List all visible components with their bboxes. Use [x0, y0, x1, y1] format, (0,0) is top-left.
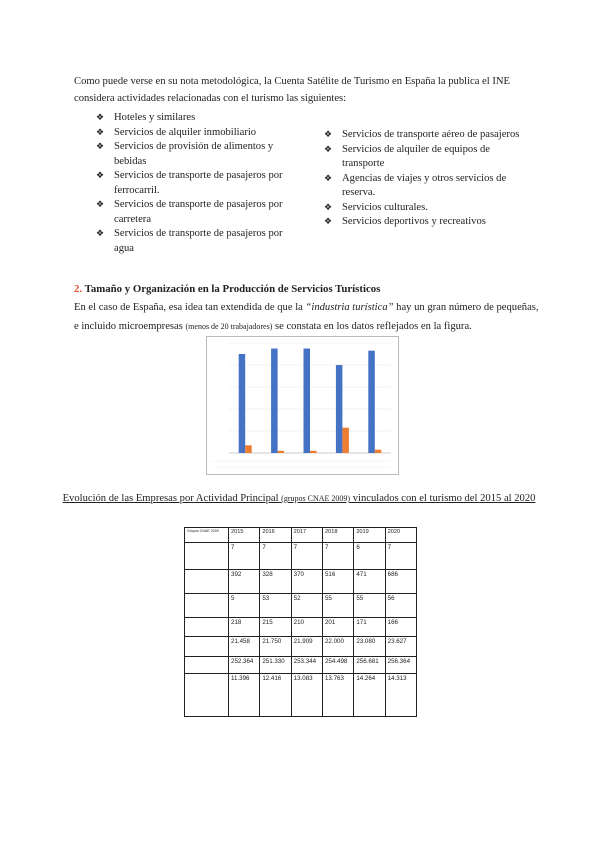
table-cell: 13.763	[322, 674, 353, 717]
section-paragraph	[74, 298, 544, 336]
list-item	[96, 227, 296, 256]
table-row	[185, 570, 417, 594]
table-cell: 21.750	[260, 637, 291, 657]
bar-más-de-20-4	[375, 450, 382, 453]
table-cell: 171	[354, 618, 385, 637]
bullet-icon: ❖	[324, 217, 333, 227]
table-cell: 55	[354, 594, 385, 618]
section-heading	[74, 283, 380, 295]
activity-list-right	[324, 128, 524, 230]
bar-más-de-20-0	[245, 445, 252, 453]
table-cell: 392	[229, 570, 260, 594]
table-cell: 5	[229, 594, 260, 618]
table-cell: 256.681	[354, 657, 385, 674]
bullet-icon: ❖	[324, 130, 333, 140]
table-cell: 215	[260, 618, 291, 637]
row-label-cell	[185, 657, 229, 674]
year-header: 2018	[322, 528, 353, 543]
row-label-cell	[185, 570, 229, 594]
bullet-icon: ❖	[96, 142, 105, 152]
table-cell: 218	[229, 618, 260, 637]
table-row	[185, 674, 417, 717]
table-cell: 7	[291, 543, 322, 570]
chart-svg	[207, 337, 398, 474]
list-item-text: Servicios de transporte de pasajeros por carretera	[114, 199, 283, 225]
table-cell: 14.313	[385, 674, 416, 717]
list-item	[96, 111, 296, 126]
bar-más-de-20-2	[310, 451, 317, 453]
row-label-cell	[185, 543, 229, 570]
para-text-1: En el caso de España, esa idea tan extendida de que la	[74, 302, 306, 313]
table-cell: 7	[229, 543, 260, 570]
list-item-text: Servicios de transporte de pasajeros por agua	[114, 228, 283, 254]
bar-menos-de-20-0	[239, 354, 246, 453]
row-label-cell	[185, 618, 229, 637]
bar-más-de-20-3	[342, 428, 349, 453]
table-cell: 23.627	[385, 637, 416, 657]
table-cell: 52	[291, 594, 322, 618]
table-cell: 56	[385, 594, 416, 618]
table-cell: 686	[385, 570, 416, 594]
list-item	[324, 143, 524, 172]
enterprise-table	[184, 527, 417, 717]
list-item-text: Servicios de provisión de alimentos y bebidas	[114, 141, 274, 167]
year-header: 2020	[385, 528, 416, 543]
para-emphasis: “industria turística”	[305, 302, 394, 313]
bullet-icon: ❖	[96, 229, 105, 239]
table-cell: 471	[354, 570, 385, 594]
table-cell: 254.498	[322, 657, 353, 674]
intro-paragraph: Como puede verse en su nota metodológica, la Cuenta Satélite de Turismo en España la publica el INE considera actividades relacionadas con el turismo las siguientes:	[74, 76, 511, 104]
table-row	[185, 543, 417, 570]
list-item	[96, 169, 296, 198]
bullet-icon: ❖	[324, 144, 333, 155]
table-cell: 253.344	[291, 657, 322, 674]
bar-menos-de-20-2	[304, 349, 311, 454]
bullet-icon: ❖	[96, 113, 105, 123]
row-label-cell	[185, 674, 229, 717]
table-cell: 21.458	[229, 637, 260, 657]
bar-chart	[206, 336, 399, 475]
list-item	[96, 198, 296, 227]
table-cell: 12.416	[260, 674, 291, 717]
bar-menos-de-20-3	[336, 365, 343, 453]
activity-list-left	[96, 111, 296, 256]
table-cell: 6	[354, 543, 385, 570]
table-cell: 256.364	[385, 657, 416, 674]
bar-menos-de-20-1	[271, 349, 278, 454]
year-header: 2016	[260, 528, 291, 543]
caption-tail: vinculados con el turismo del 2015 al 2020	[350, 493, 536, 504]
list-item-text: Servicios de transporte aéreo de pasajeros	[342, 129, 520, 140]
caption-small: (grupos CNAE 2009)	[281, 494, 351, 503]
para-text-3: se constata en los datos reflejados en la figura.	[272, 321, 472, 332]
bar-menos-de-20-4	[368, 351, 375, 453]
table-cell: 370	[291, 570, 322, 594]
table-row	[185, 594, 417, 618]
list-item	[96, 140, 296, 169]
table-cell: 251.330	[260, 657, 291, 674]
table-cell: 7	[260, 543, 291, 570]
table-cell: 21.909	[291, 637, 322, 657]
table-caption	[60, 490, 538, 507]
list-item	[96, 126, 296, 141]
row-label-cell	[185, 637, 229, 657]
table-row	[185, 618, 417, 637]
table-cell: 11.396	[229, 674, 260, 717]
table-row	[185, 657, 417, 674]
list-item-text: Servicios culturales.	[342, 201, 428, 213]
table-cell: 22.000	[322, 637, 353, 657]
para-small-note: (menos de 20 trabajadores)	[185, 322, 273, 331]
table-cell: 201	[322, 618, 353, 637]
list-item-text: Servicios de alquiler de equipos de transporte	[342, 143, 490, 169]
bullet-icon: ❖	[96, 200, 105, 210]
year-header: 2019	[354, 528, 385, 543]
row-label-cell	[185, 594, 229, 618]
table-cell: 7	[385, 543, 416, 570]
table-cell: 328	[260, 570, 291, 594]
table-cell: 13.083	[291, 674, 322, 717]
bar-más-de-20-1	[278, 451, 285, 453]
table-header-label: Grupos CNAE 2009	[185, 528, 229, 543]
table-cell: 14.264	[354, 674, 385, 717]
table-cell: 53	[260, 594, 291, 618]
table-cell: 252.364	[229, 657, 260, 674]
list-item-text: Servicios de transporte de pasajeros por ferrocarril.	[114, 170, 283, 196]
table-header-row	[185, 528, 417, 543]
list-item-text: Hoteles y similares	[114, 112, 196, 123]
list-item	[324, 215, 524, 230]
bullet-icon: ❖	[96, 127, 105, 138]
table-cell: 7	[322, 543, 353, 570]
list-item-text: Agencias de viajes y otros servicios de reserva.	[342, 172, 507, 198]
para-text-2: hay un gran número de pequeñas, e incluido microempresas	[74, 302, 539, 332]
table-cell: 516	[322, 570, 353, 594]
list-item	[324, 172, 524, 201]
list-item	[324, 128, 524, 143]
list-item-text: Servicios deportivos y recreativos	[342, 216, 486, 227]
table-cell: 166	[385, 618, 416, 637]
bullet-icon: ❖	[96, 171, 105, 181]
bullet-icon: ❖	[324, 173, 333, 184]
section-title: Tamaño y Organización en la Producción de Servicios Turísticos	[84, 283, 381, 295]
list-item	[324, 201, 524, 216]
table-cell: 55	[322, 594, 353, 618]
table-cell: 210	[291, 618, 322, 637]
table-row	[185, 637, 417, 657]
table-cell: 23.080	[354, 637, 385, 657]
year-header: 2015	[229, 528, 260, 543]
year-header: 2017	[291, 528, 322, 543]
list-item-text: Servicios de alquiler inmobiliario	[114, 126, 257, 138]
bullet-icon: ❖	[324, 202, 333, 213]
section-number: 2.	[74, 283, 83, 295]
caption-main: Evolución de las Empresas por Actividad Principal	[62, 493, 282, 504]
